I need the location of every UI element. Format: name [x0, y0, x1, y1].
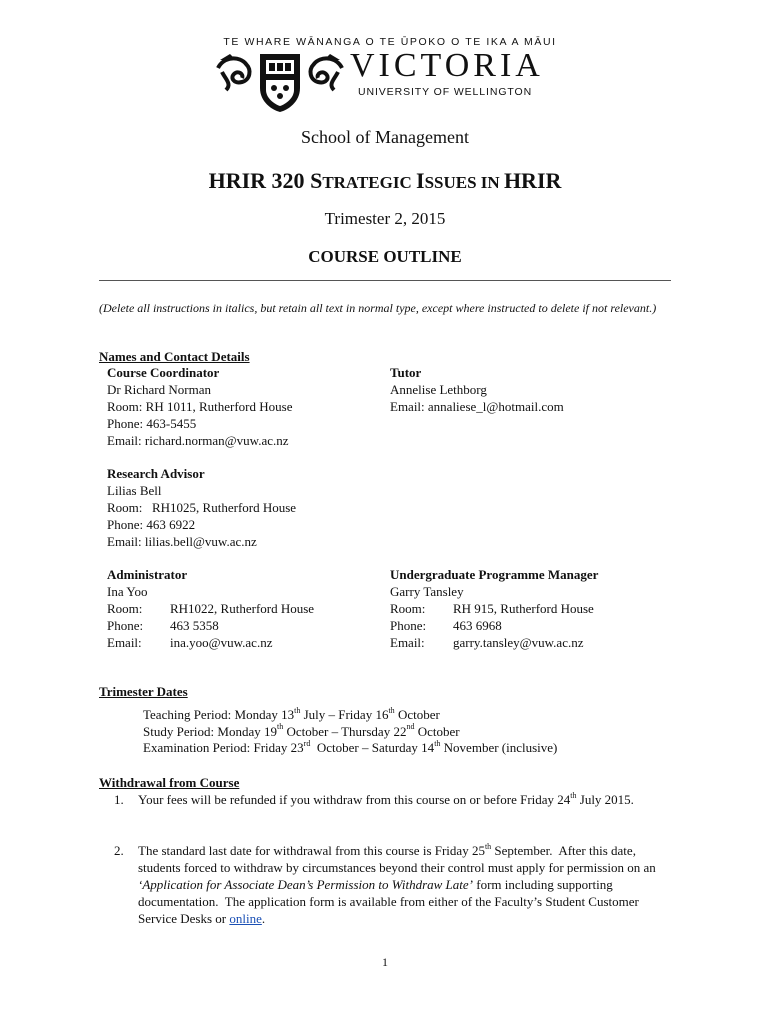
administrator-contact: Administrator Ina Yoo Room: RH1022, Rutherford House Phone: 463 5358 Email: ina.yoo@vuw.ac.nz	[107, 567, 315, 650]
trimester-dates-heading: Trimester Dates	[99, 684, 188, 699]
coordinator-contact: Course Coordinator Dr Richard Norman Room: RH 1011, Rutherford House Phone: 463-5455 Email: richard.norman@vuw.ac.nz	[107, 365, 293, 448]
examination-period: Examination Period: Friday 23rd October – Saturday 14th November (inclusive)	[143, 738, 558, 755]
trimester-dates-list	[143, 707, 557, 757]
research-advisor-contact: Research Advisor Lilias Bell Room: RH1025, Rutherford House Phone: 463 6922 Email: lilias.bell@vuw.ac.nz	[107, 466, 297, 549]
course-title: HRIR 320 STRATEGIC ISSUES IN HRIR	[208, 168, 562, 193]
university-subtitle: UNIVERSITY OF WELLINGTON	[358, 86, 533, 98]
programme-manager-contact: Undergraduate Programme Manager Garry Tansley Room: RH 915, Rutherford House Phone: 463 6968 Email: garry.tansley@vuw.ac.nz	[390, 567, 599, 650]
instructions-note: (Delete all instructions in italics, but retain all text in normal type, except where instructed to delete if not relevant.)	[99, 301, 657, 315]
university-wordmark: VICTORIA	[350, 47, 544, 84]
withdrawal-item-1: 1. Your fees will be refunded if you withdraw from this course on or before Friday 24th July 2015.	[114, 790, 634, 807]
tutor-contact: Tutor Annelise Lethborg Email: annaliese_l@hotmail.com	[390, 365, 564, 414]
online-form-link[interactable]: online	[229, 911, 262, 926]
trimester-label: Trimester 2, 2015	[324, 209, 446, 228]
horizontal-divider	[99, 280, 671, 281]
course-outline-heading: COURSE OUTLINE	[308, 247, 462, 266]
teaching-period: Teaching Period: Monday 13th July – Friday 16th October	[143, 705, 440, 722]
school-name: School of Management	[301, 127, 469, 147]
study-period: Study Period: Monday 19th October – Thursday 22nd October	[143, 722, 460, 739]
maori-name-line: TE WHARE WĀNANGA O TE ŪPOKO O TE IKA A MĀUI	[223, 36, 557, 48]
withdrawal-heading: Withdrawal from Course	[99, 775, 240, 790]
contacts-heading: Names and Contact Details	[99, 349, 250, 364]
page-number: 1	[382, 955, 388, 969]
university-crest-logo	[216, 50, 344, 114]
withdrawal-item-2: 2. The standard last date for withdrawal from this course is Friday 25th September. After this date, students forced to withdraw by circumstances beyond their control must apply for permission on an ‘Application for Associate Dean’s Permission to Withdraw Late’ form including supporting documentation. The application form is available from either of the Faculty’s Student Customer Service Desks or online.	[114, 841, 659, 926]
